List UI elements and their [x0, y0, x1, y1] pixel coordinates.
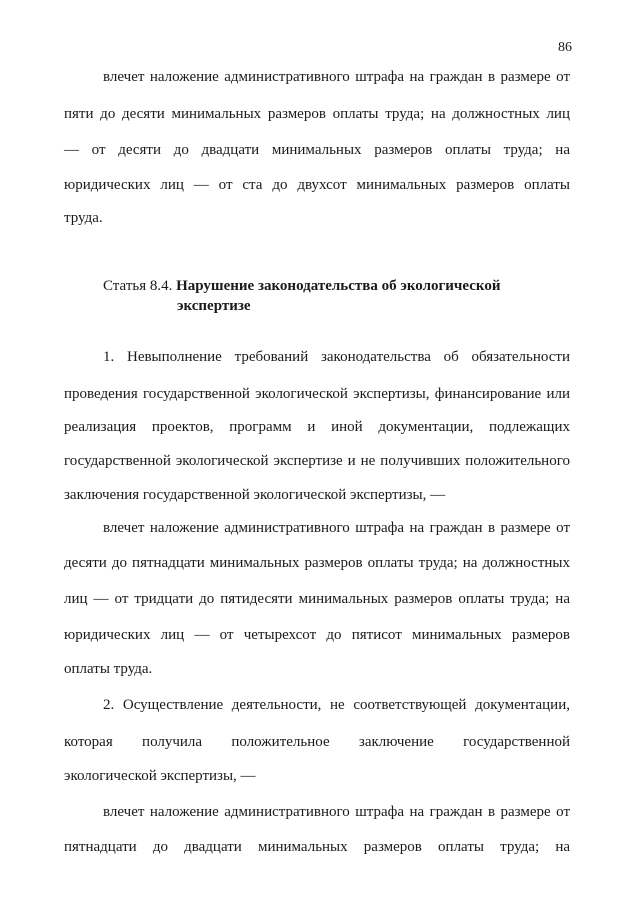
text-line: которая получила положительное заключение государственной: [64, 734, 570, 750]
text-line: пяти до десяти минимальных размеров оплаты труда; на должностных лиц: [64, 106, 570, 122]
text-line: 2. Осуществление деятельности, не соответствующей документации,: [103, 697, 570, 713]
text-line: влечет наложение административного штрафа на граждан в размере от: [103, 69, 570, 85]
page-number: 86: [558, 40, 572, 55]
article-number: Статья 8.4.: [103, 278, 173, 294]
text-line: государственной экологической экспертизе и не получивших положительного: [64, 453, 570, 469]
text-line: проведения государственной экологической экспертизы, финансирование или: [64, 386, 570, 402]
text-line: пятнадцати до двадцати минимальных размеров оплаты труда; на: [64, 839, 570, 855]
text-line: десяти до пятнадцати минимальных размеров оплаты труда; на должностных: [64, 555, 570, 571]
text-line: экологической экспертизы, —: [64, 768, 256, 784]
text-line: юридических лиц — от четырехсот до пятисот минимальных размеров: [64, 627, 570, 643]
text-line: — от десяти до двадцати минимальных размеров оплаты труда; на: [64, 142, 570, 158]
article-heading: [103, 276, 500, 296]
article-title: Нарушение законодательства об экологической: [176, 278, 501, 294]
text-line: оплаты труда.: [64, 661, 153, 677]
article-title-continuation: экспертизе: [177, 298, 251, 314]
text-line: юридических лиц — от ста до двухсот минимальных размеров оплаты: [64, 177, 570, 193]
text-line: 1. Невыполнение требований законодательства об обязательности: [103, 349, 570, 365]
text-line: влечет наложение административного штрафа на граждан в размере от: [103, 520, 570, 536]
text-line: влечет наложение административного штрафа на граждан в размере от: [103, 804, 570, 820]
text-line: лиц — от тридцати до пятидесяти минимальных размеров оплаты труда; на: [64, 591, 570, 607]
text-line: реализация проектов, программ и иной документации, подлежащих: [64, 419, 570, 435]
text-line: труда.: [64, 210, 103, 226]
text-line: заключения государственной экологической экспертизы, —: [64, 487, 446, 503]
